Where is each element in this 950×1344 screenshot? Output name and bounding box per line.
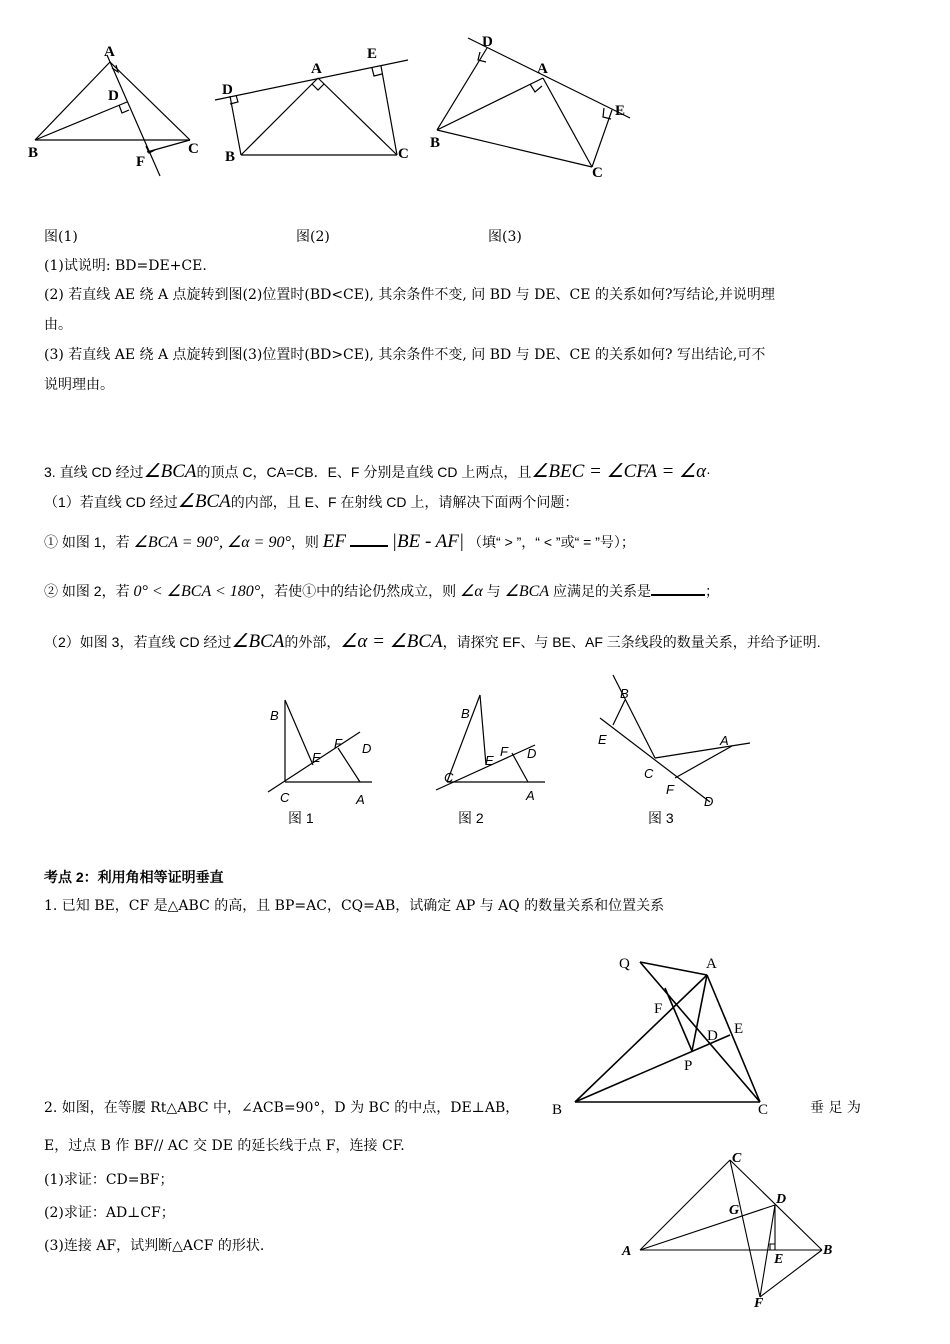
section2-q2-a: (1)求证：CD=BF； [44,1172,174,1188]
p3-c2-bca: ∠BCA [504,583,550,600]
fig3-label-D: D [482,34,493,50]
section2-q1-figure [540,945,790,1125]
s2f1-label-D: D [707,1028,718,1044]
p3-p1-a: （1）若直线 CD 经过 [44,494,178,510]
p3-caption-1: 图 1 [288,810,314,826]
s2f2-label-C: C [732,1151,742,1166]
p3-c2-d: 应满足的关系是 [553,583,652,599]
section2-heading: 考点 2：利用角相等证明垂直 [44,869,224,885]
section2-q2-figure [610,1145,850,1315]
fig2-label-D: D [222,82,233,98]
figure-3 [437,38,630,167]
p3f1-label-D: D [362,741,372,756]
p3f2-label-B: B [461,706,470,721]
problem2-q2-line2: 由。 [44,317,72,333]
section2-q1: 1. 已知 BE，CF 是△ABC 的高，且 BP=AC，CQ=AB，试确定 AP 与 AQ 的数量关系和位置关系 [44,898,665,914]
p3-c1-abs: |BE - AF| [391,531,465,552]
p3f3-label-C: C [644,766,654,781]
p3-c1-b: ，则 [290,534,319,550]
p3-p2-a: （2）如图 3，若直线 CD 经过 [44,634,232,650]
p3f3-label-E: E [598,732,607,747]
problem3-part2 [44,632,821,652]
section2-q2-line2: E，过点 B 作 BF// AC 交 DE 的延长线于点 F，连接 CF. [44,1138,405,1154]
fig1-label-D: D [108,88,119,104]
s2f2-label-D: D [776,1192,787,1207]
p3f1-label-C: C [280,790,290,805]
top-figures [0,0,950,225]
figure-1 [35,55,190,176]
p3-p2-b: 的外部， [284,634,341,650]
p3f3-label-F: F [666,782,674,797]
p3-c2-b: ，若使①中的结论仍然成立，则 [260,583,457,599]
problem2-q2-line1: (2) 若直线 AE 绕 A 点旋转到图(2)位置时(BD<CE), 其余条件不变, 问 BD 与 DE、CE 的关系如何?写结论,并说明理 [44,287,775,303]
p3f1-label-B: B [270,708,279,723]
fig1-label-C: C [188,141,199,157]
p3-c1-c: （填“ > ”，“ < ”或“ = ”号）； [468,534,635,550]
p3f2-label-F: F [500,744,508,759]
p3f2-label-A: A [526,788,535,803]
p3-p2-math2: ∠α = ∠BCA [340,631,443,652]
p3-caption-2: 图 2 [458,810,484,826]
fig3-label-A: A [537,61,548,77]
s2f1-label-P: P [684,1058,693,1074]
section2-q2-c: (3)连接 AF，试判断△ACF 的形状. [44,1238,265,1254]
p3-c1-ef: EF [322,531,346,552]
section2-q2-line1: 2. 如图，在等腰 Rt△ABC 中，∠ACB=90°，D 为 BC 的中点，DE⊥AB， [44,1100,520,1116]
p3-intro-end: · [706,464,711,480]
p3-intro-a: 3. 直线 CD 经过 [44,464,144,480]
p3-caption-3: 图 3 [648,810,674,826]
caption-fig1: 图(1) [44,229,78,245]
p3-c2-a: ② 如图 2，若 [44,583,130,599]
p3-angle-bca: ∠BCA [143,461,197,482]
s2f2-label-E: E [774,1252,784,1267]
s2f1-label-A: A [706,956,717,972]
p3-p1-angle: ∠BCA [177,491,231,512]
section2-q2-tail: 垂 足 为 [810,1100,861,1116]
problem2-q3-line2: 说明理由。 [44,377,114,393]
fig1-label-B: B [28,145,39,161]
p3f3-label-B: B [620,686,629,701]
caption-fig2: 图(2) [296,229,330,245]
s2f1-label-B: B [552,1102,563,1118]
p3f3-label-A: A [720,733,729,748]
s2f1-label-C: C [758,1102,769,1118]
problem3-case2 [44,580,719,602]
fig1-label-A: A [104,44,115,60]
p3-p2-math1: ∠BCA [231,631,285,652]
s2f2-label-B: B [823,1243,833,1258]
p3-p2-c: ，请探究 EF、与 BE、AF 三条线段的数量关系，并给予证明. [442,634,821,650]
problem3-intro [44,462,711,482]
p3f1-label-E: E [312,750,321,765]
p3f2-label-D: D [527,746,537,761]
fig2-label-E: E [367,46,378,62]
problem3-part1 [44,492,578,512]
s2f1-label-Q: Q [619,956,630,972]
p3f3-label-D: D [704,794,714,809]
problem2-q3-line1: (3) 若直线 AE 绕 A 点旋转到图(3)位置时(BD>CE), 其余条件不变, 问 BD 与 DE、CE 的关系如何? 写出结论,可不 [44,347,766,363]
p3-c1-answer-blank[interactable] [350,535,388,547]
p3-c1-a: ① 如图 1，若 [44,534,130,550]
p3-c2-alpha: ∠α [460,583,483,600]
p3-c2-c: 与 [486,583,501,599]
p3f2-label-C: C [444,770,454,785]
fig1-label-F: F [136,154,146,170]
fig3-label-B: B [430,135,441,151]
fig3-label-E: E [615,103,626,119]
problem2-q1: (1)试说明: BD=DE+CE. [44,258,207,274]
caption-fig3: 图(3) [488,229,522,245]
p3-c2-e: ； [705,583,720,599]
p3-intro-b: 的顶点 C，CA=CB．E、F 分别是直线 CD 上两点，且 [196,464,532,480]
section2-q2-b: (2)求证：AD⊥CF； [44,1205,175,1221]
p3f1-label-F: F [334,736,342,751]
s2f2-label-A: A [622,1244,632,1259]
p3-c1-math: ∠BCA = 90°, ∠α = 90° [133,534,291,551]
problem3-case1 [44,532,635,553]
fig2-label-A: A [311,61,322,77]
s2f2-label-F: F [754,1296,764,1311]
fig2-label-B: B [225,149,236,165]
p3f2-label-E: E [485,753,494,768]
fig3-label-C: C [592,165,603,181]
p3-condition: ∠BEC = ∠CFA = ∠α [531,461,707,482]
s2f1-label-F: F [654,1001,663,1017]
p3-c2-answer-blank[interactable] [651,580,705,596]
problem3-figures [250,670,770,830]
s2f2-label-G: G [729,1203,740,1218]
p3-c2-math: 0° < ∠BCA < 180° [133,583,261,600]
fig2-label-C: C [398,146,409,162]
p3f1-label-A: A [356,792,365,807]
s2f1-label-E: E [734,1021,744,1037]
p3-p1-b: 的内部，且 E、F 在射线 CD 上，请解决下面两个问题： [230,494,579,510]
